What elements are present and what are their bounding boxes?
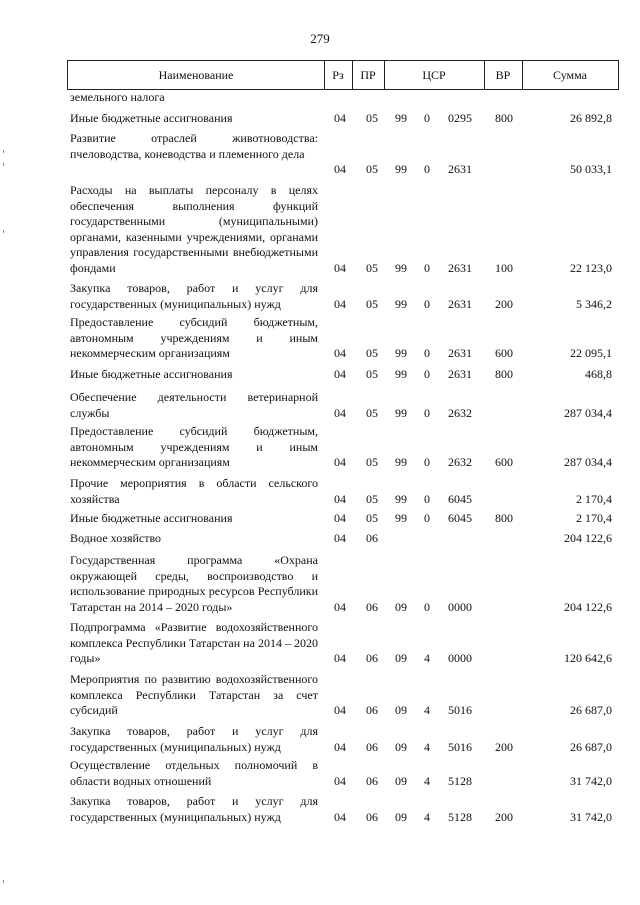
- row-pr: 05: [366, 491, 378, 506]
- row-vr: 800: [495, 367, 513, 381]
- row-vr: 600: [495, 346, 513, 360]
- row-csr-direction: 2631: [448, 346, 472, 360]
- row-csr-program: 09: [395, 809, 407, 824]
- row-csr-program: 99: [395, 346, 407, 360]
- row-csr-program: 99: [395, 455, 407, 469]
- row-pr: 05: [366, 346, 378, 360]
- row-rz: 04: [334, 809, 346, 824]
- row-csr-direction: 2631: [448, 367, 472, 381]
- row-rz: 04: [334, 651, 346, 665]
- header-pr: ПР: [352, 61, 385, 89]
- header-sum: Сумма: [553, 68, 587, 82]
- row-rz: 04: [334, 162, 346, 176]
- row-csr-subprogram: 0: [424, 162, 430, 176]
- row-rz: 04: [334, 111, 346, 125]
- row-name: Иные бюджетные ассигнования: [70, 511, 233, 525]
- scan-mark: [3, 230, 4, 233]
- row-sum: 287 034,4: [564, 455, 612, 469]
- row-name: Государственная программа «Охрана окружающей среды, воспроизводство и использование природных ресурсов Республики Татарстан на 2014 – 2020 годы»: [70, 553, 318, 614]
- row-sum: 120 642,6: [564, 651, 612, 665]
- row-csr-subprogram: 0: [424, 367, 430, 381]
- row-csr-direction: 2632: [448, 455, 472, 469]
- row-name: Предоставление субсидий бюджетным, автономным учреждениям и иным некоммерческим организациям: [70, 424, 318, 469]
- row-vr: 100: [495, 260, 513, 275]
- row-name: Подпрограмма «Развитие водохозяйственного комплекса Республики Татарстан на 2014 – 2020 годы»: [70, 620, 318, 665]
- row-csr-subprogram: 0: [424, 511, 430, 525]
- row-rz: 04: [334, 511, 346, 525]
- row-csr-direction: 5016: [448, 703, 472, 717]
- row-sum: 31 742,0: [570, 773, 612, 788]
- row-vr: 200: [495, 739, 513, 754]
- row-csr-program: 09: [395, 703, 407, 717]
- header-vr: ВР: [484, 61, 523, 89]
- row-sum: 204 122,6: [564, 599, 612, 614]
- row-csr-subprogram: 4: [424, 703, 430, 717]
- page-number: 279: [310, 31, 330, 46]
- row-rz: 04: [334, 455, 346, 469]
- row-name: Водное хозяйство: [70, 531, 162, 545]
- row-csr-subprogram: 4: [424, 651, 430, 665]
- row-pr: 05: [366, 296, 378, 311]
- row-csr-direction: 5016: [448, 739, 472, 754]
- row-csr-direction: 6045: [448, 491, 472, 506]
- row-sum: 468,8: [585, 367, 612, 381]
- row-csr-subprogram: 0: [424, 491, 430, 506]
- row-vr: 600: [495, 455, 513, 469]
- row-sum: 22 123,0: [570, 260, 612, 275]
- scan-mark: [3, 880, 4, 883]
- row-name: Развитие отраслей животноводства: пчеловодства, коневодства и племенного дела: [70, 131, 318, 161]
- row-pr: 05: [366, 511, 378, 525]
- row-csr-direction: 2631: [448, 296, 472, 311]
- row-pr: 05: [366, 405, 378, 420]
- row-name: земельного налога: [70, 90, 165, 104]
- row-csr-program: 99: [395, 511, 407, 525]
- row-csr-direction: 2631: [448, 260, 472, 275]
- row-vr: 800: [495, 111, 513, 125]
- row-name: Закупка товаров, работ и услуг для государственных (муниципальных) нужд: [70, 794, 318, 824]
- row-pr: 05: [366, 260, 378, 275]
- row-vr: 800: [495, 511, 513, 525]
- header-csr: ЦСР: [384, 61, 485, 89]
- row-csr-subprogram: 0: [424, 346, 430, 360]
- row-name: Иные бюджетные ассигнования: [70, 111, 233, 125]
- row-sum: 287 034,4: [564, 405, 612, 420]
- row-csr-direction: 0295: [448, 111, 472, 125]
- row-name: Предоставление субсидий бюджетным, автономным учреждениям и иным некоммерческим организациям: [70, 315, 318, 360]
- row-pr: 06: [366, 703, 378, 717]
- row-rz: 04: [334, 491, 346, 506]
- row-csr-direction: 2631: [448, 162, 472, 176]
- row-vr: 200: [495, 809, 513, 824]
- row-csr-subprogram: 4: [424, 773, 430, 788]
- row-csr-program: 99: [395, 491, 407, 506]
- row-sum: 31 742,0: [570, 809, 612, 824]
- row-csr-subprogram: 0: [424, 455, 430, 469]
- row-rz: 04: [334, 346, 346, 360]
- row-sum: 26 687,0: [570, 739, 612, 754]
- row-pr: 05: [366, 111, 378, 125]
- row-csr-program: 99: [395, 111, 407, 125]
- row-pr: 06: [366, 773, 378, 788]
- row-pr: 05: [366, 367, 378, 381]
- row-csr-subprogram: 4: [424, 739, 430, 754]
- row-csr-program: 09: [395, 773, 407, 788]
- row-csr-program: 09: [395, 651, 407, 665]
- row-name: Иные бюджетные ассигнования: [70, 367, 233, 381]
- row-vr: 200: [495, 296, 513, 311]
- row-rz: 04: [334, 405, 346, 420]
- row-csr-program: 99: [395, 405, 407, 420]
- row-csr-subprogram: 0: [424, 405, 430, 420]
- row-rz: 04: [334, 367, 346, 381]
- row-sum: 2 170,4: [576, 511, 612, 525]
- row-csr-direction: 5128: [448, 773, 472, 788]
- row-name: Расходы на выплаты персоналу в целях обеспечения выполнения функций государственными (муниципальными) органами, казенными учреждениями, органами управления государственными внебюджетными фондами: [70, 183, 318, 275]
- row-csr-direction: 0000: [448, 651, 472, 665]
- row-csr-program: 99: [395, 367, 407, 381]
- row-csr-program: 99: [395, 260, 407, 275]
- header-rz: Рз: [324, 61, 353, 89]
- row-csr-subprogram: 0: [424, 599, 430, 614]
- row-name: Прочие мероприятия в области сельского хозяйства: [70, 476, 318, 506]
- row-csr-subprogram: 0: [424, 260, 430, 275]
- row-csr-direction: 2632: [448, 405, 472, 420]
- row-name: Закупка товаров, работ и услуг для государственных (муниципальных) нужд: [70, 724, 318, 754]
- row-rz: 04: [334, 773, 346, 788]
- row-sum: 5 346,2: [576, 296, 612, 311]
- row-pr: 06: [366, 739, 378, 754]
- row-csr-program: 09: [395, 599, 407, 614]
- row-pr: 06: [366, 599, 378, 614]
- row-csr-program: 99: [395, 162, 407, 176]
- row-rz: 04: [334, 531, 346, 545]
- header-name: Наименование: [68, 61, 325, 89]
- row-sum: 26 687,0: [570, 703, 612, 717]
- row-rz: 04: [334, 296, 346, 311]
- row-sum: 204 122,6: [564, 531, 612, 545]
- scan-mark: [3, 163, 4, 166]
- row-sum: 22 095,1: [570, 346, 612, 360]
- row-pr: 05: [366, 455, 378, 469]
- row-sum: 26 892,8: [570, 111, 612, 125]
- row-name: Закупка товаров, работ и услуг для государственных (муниципальных) нужд: [70, 281, 318, 311]
- row-pr: 06: [366, 809, 378, 824]
- row-name: Осуществление отдельных полномочий в области водных отношений: [70, 758, 318, 788]
- scan-mark: [3, 150, 4, 153]
- row-rz: 04: [334, 260, 346, 275]
- row-csr-subprogram: 0: [424, 296, 430, 311]
- row-rz: 04: [334, 739, 346, 754]
- row-csr-subprogram: 0: [424, 111, 430, 125]
- row-csr-direction: 6045: [448, 511, 472, 525]
- row-csr-direction: 5128: [448, 809, 472, 824]
- row-name: Обеспечение деятельности ветеринарной службы: [70, 390, 318, 420]
- row-sum: 50 033,1: [570, 162, 612, 176]
- row-rz: 04: [334, 703, 346, 717]
- row-name: Мероприятия по развитию водохозяйственного комплекса Республики Татарстан за счет субсидий: [70, 672, 318, 717]
- row-pr: 06: [366, 651, 378, 665]
- row-pr: 05: [366, 162, 378, 176]
- row-csr-subprogram: 4: [424, 809, 430, 824]
- row-sum: 2 170,4: [576, 491, 612, 506]
- row-csr-direction: 0000: [448, 599, 472, 614]
- row-rz: 04: [334, 599, 346, 614]
- row-csr-program: 09: [395, 739, 407, 754]
- row-csr-program: 99: [395, 296, 407, 311]
- row-pr: 06: [366, 531, 378, 545]
